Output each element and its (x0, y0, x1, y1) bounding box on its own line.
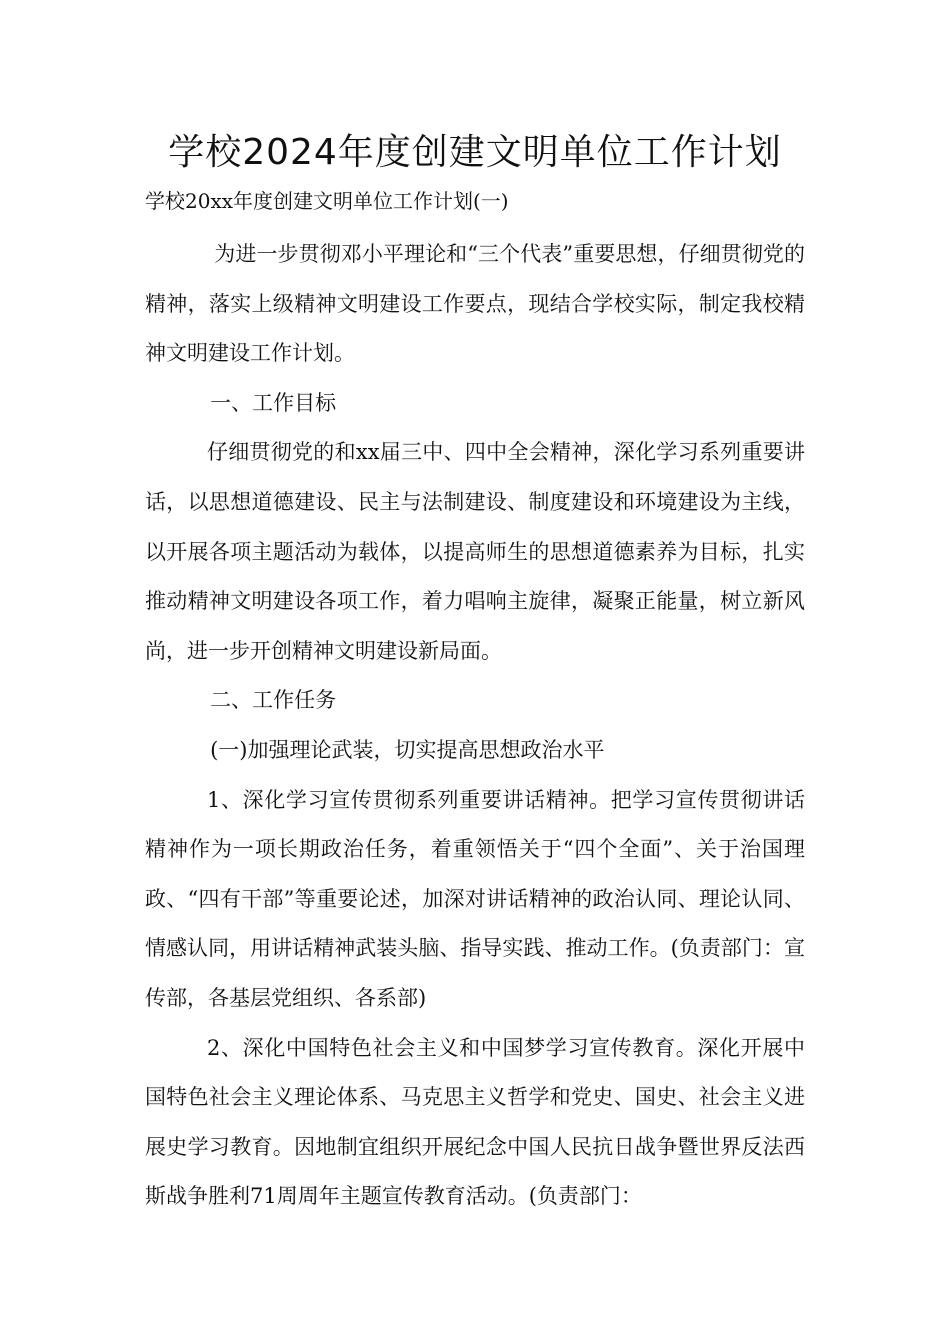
subsection-heading-theory: (一)加强理论武装，切实提高思想政治水平 (210, 737, 605, 762)
document-body (145, 230, 805, 1222)
section-heading-goals: 一、工作目标 (210, 390, 337, 415)
document-title: 学校2024年度创建文明单位工作计划 (168, 132, 782, 173)
document-subtitle: 学校20xx年度创建文明单位工作计划(一) (145, 189, 509, 213)
task-item-2: 2、深化中国特色社会主义和中国梦学习宣传教育。深化开展中国特色社会主义理论体系、马克思主义哲学和党史、国史、社会主义进展史学习教育。因地制宜组织开展纪念中国人民抗日战争暨世界反法西斯战争胜利71周周年主题宣传教育活动。(负责部门： (145, 1035, 805, 1209)
intro-paragraph: 为进一步贯彻邓小平理论和“三个代表”重要思想，仔细贯彻党的精神，落实上级精神文明建设工作要点，现结合学校实际，制定我校精神文明建设工作计划。 (145, 242, 805, 366)
section-heading-tasks: 二、工作任务 (210, 688, 337, 713)
task-item-1: 1、深化学习宣传贯彻系列重要讲话精神。把学习宣传贯彻讲话精神作为一项长期政治任务，着重领悟关于“四个全面”、关于治国理政、“四有干部”等重要论述，加深对讲话精神的政治认同、理论认同、情感认同，用讲话精神武装头脑、指导实践、推动工作。(负责部门：宣传部，各基层党组织、各系部) (145, 787, 805, 1010)
goals-paragraph: 仔细贯彻党的和xx届三中、四中全会精神，深化学习系列重要讲话，以思想道德建设、民主与法制建设、制度建设和环境建设为主线，以开展各项主题活动为载体，以提高师生的思想道德素养为目标，扎实推动精神文明建设各项工作，着力唱响主旋律，凝聚正能量，树立新风尚，进一步开创精神文明建设新局面。 (145, 440, 805, 663)
